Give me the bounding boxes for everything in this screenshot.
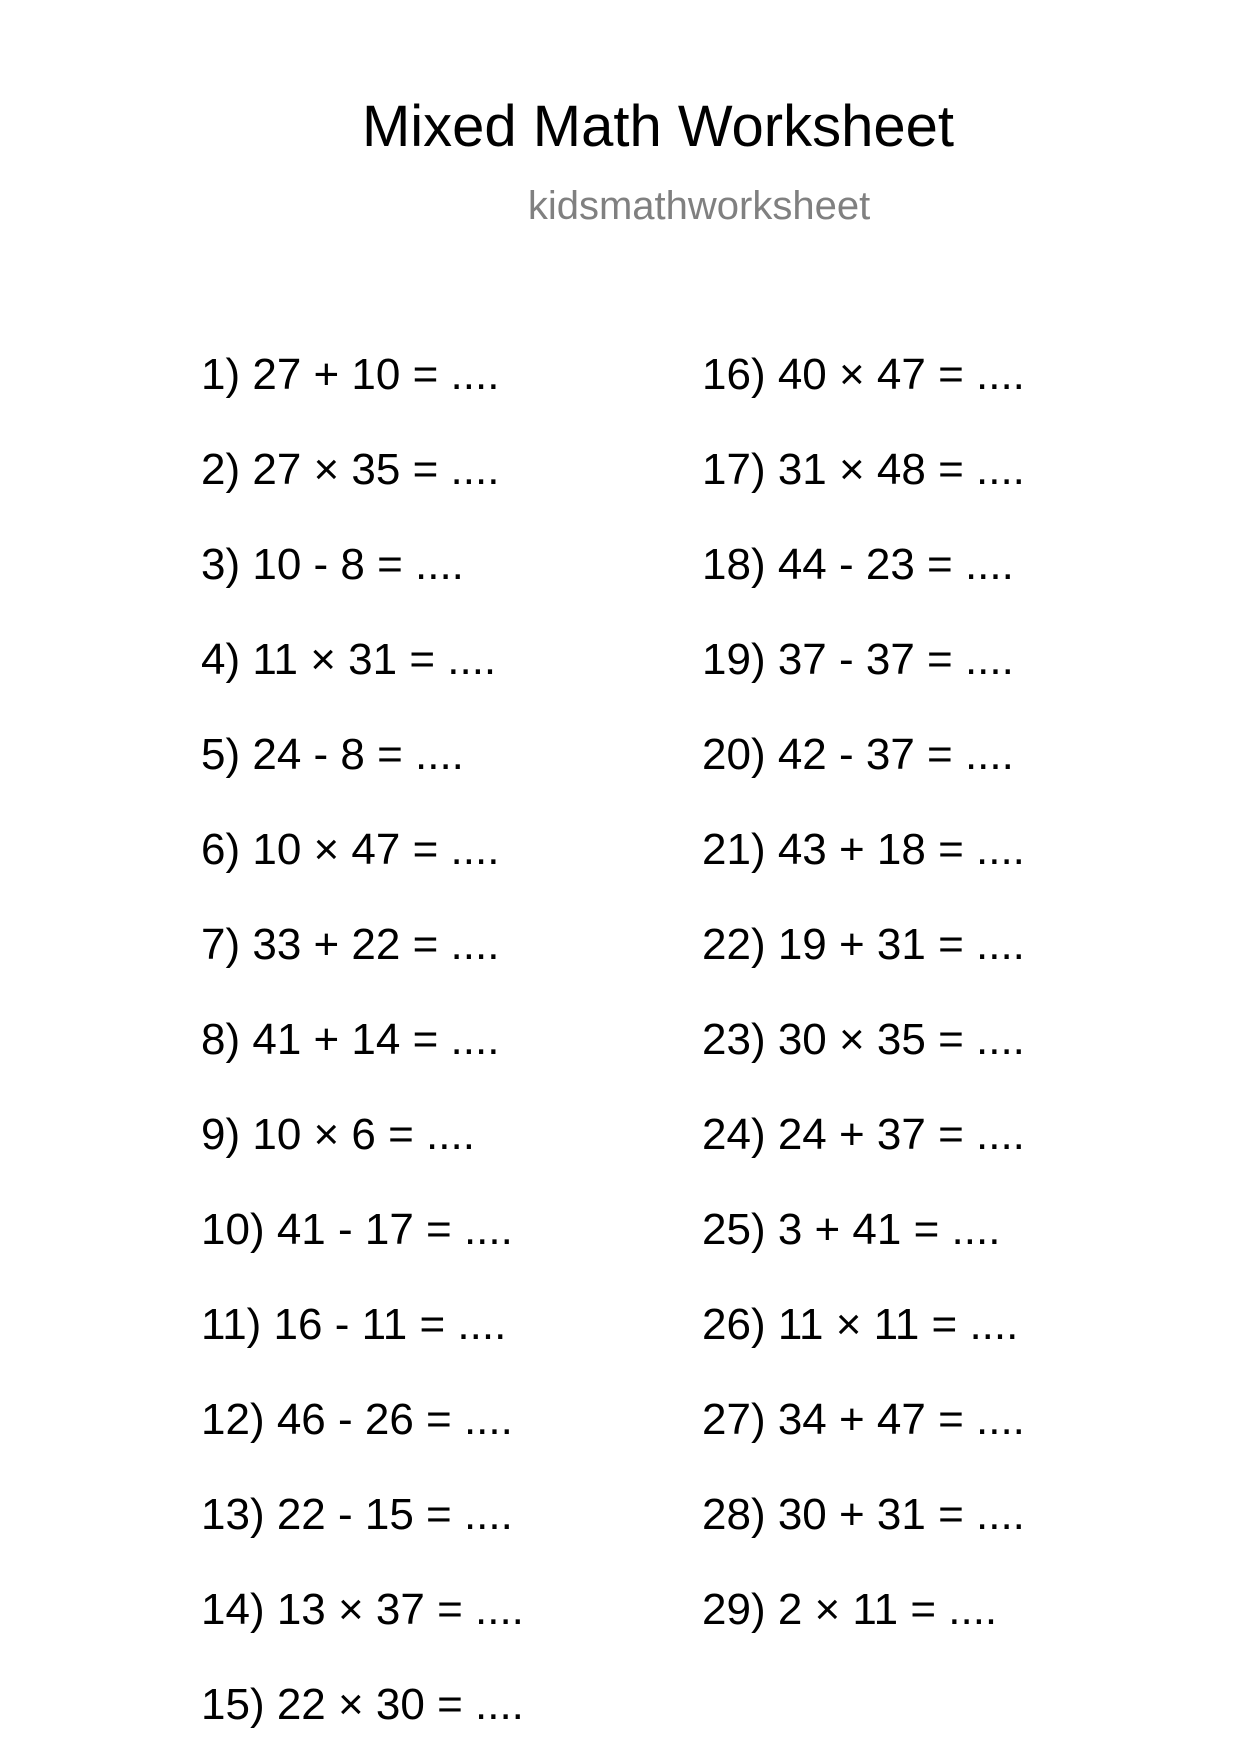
problem-item: 19) 37 - 37 = ....: [702, 635, 1014, 684]
problem-item: 15) 22 × 30 = ....: [201, 1680, 524, 1729]
problem-item: 29) 2 × 11 = ....: [702, 1585, 998, 1634]
problem-item: 11) 16 - 11 = ....: [201, 1300, 507, 1349]
problem-item: 10) 41 - 17 = ....: [201, 1205, 513, 1254]
problem-item: 5) 24 - 8 = ....: [201, 730, 464, 779]
problem-item: 23) 30 × 35 = ....: [702, 1015, 1025, 1064]
page-subtitle: kidsmathworksheet: [527, 184, 871, 228]
problem-item: 27) 34 + 47 = ....: [702, 1395, 1025, 1444]
problem-item: 21) 43 + 18 = ....: [702, 825, 1025, 874]
problem-item: 13) 22 - 15 = ....: [201, 1490, 513, 1539]
problem-item: 9) 10 × 6 = ....: [201, 1110, 475, 1159]
problem-item: 8) 41 + 14 = ....: [201, 1015, 500, 1064]
problem-item: 3) 10 - 8 = ....: [201, 540, 464, 589]
problem-item: 16) 40 × 47 = ....: [702, 350, 1025, 399]
problem-item: 2) 27 × 35 = ....: [201, 445, 500, 494]
problem-item: 6) 10 × 47 = ....: [201, 825, 500, 874]
problem-item: 14) 13 × 37 = ....: [201, 1585, 524, 1634]
problem-item: 17) 31 × 48 = ....: [702, 445, 1025, 494]
problem-item: 28) 30 + 31 = ....: [702, 1490, 1025, 1539]
problem-item: 7) 33 + 22 = ....: [201, 920, 500, 969]
problem-item: 22) 19 + 31 = ....: [702, 920, 1025, 969]
problem-item: 26) 11 × 11 = ....: [702, 1300, 1019, 1349]
problem-item: 24) 24 + 37 = ....: [702, 1110, 1025, 1159]
problem-item: 12) 46 - 26 = ....: [201, 1395, 513, 1444]
problem-item: 4) 11 × 31 = ....: [201, 635, 497, 684]
problem-item: 25) 3 + 41 = ....: [702, 1205, 1001, 1254]
problem-item: 20) 42 - 37 = ....: [702, 730, 1014, 779]
page-title: Mixed Math Worksheet: [361, 94, 955, 159]
problem-item: 18) 44 - 23 = ....: [702, 540, 1014, 589]
problem-item: 1) 27 + 10 = ....: [201, 350, 500, 399]
